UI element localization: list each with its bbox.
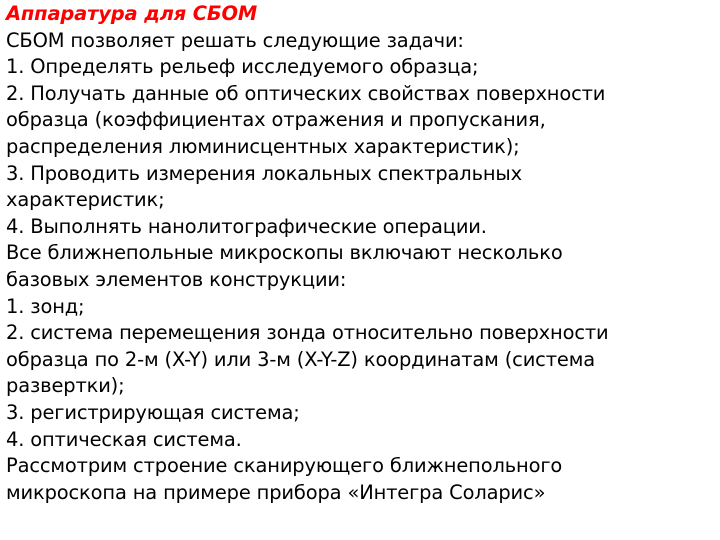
task-2-line-cont: распределения люминисцентных характеристик); xyxy=(6,134,520,158)
body-text xyxy=(6,28,714,507)
intro-line: СБОМ позволяет решать следующие задачи: xyxy=(6,28,464,52)
component-2-line-cont: образца по 2-м (X-Y) или 3-м (X-Y-Z) координатам (система xyxy=(6,347,595,371)
task-1-line: 1. Определять рельеф исследуемого образца; xyxy=(6,55,479,79)
task-2-line: 2. Получать данные об оптических свойствах поверхности xyxy=(6,81,606,105)
component-2-line-cont: развертки); xyxy=(6,374,125,398)
component-4-line: 4. оптическая система. xyxy=(6,427,242,451)
task-2-line-cont: образца (коэффициентах отражения и пропускания, xyxy=(6,108,546,132)
task-3-line: 3. Проводить измерения локальных спектральных xyxy=(6,161,522,185)
component-3-line: 3. регистрирующая система; xyxy=(6,400,300,424)
component-1-line: 1. зонд; xyxy=(6,294,85,318)
slide-title: Аппаратура для СБОМ xyxy=(6,2,258,25)
components-intro-line: Все ближнепольные микроскопы включают несколько xyxy=(6,241,563,265)
task-4-line: 4. Выполнять нанолитографические операции. xyxy=(6,214,487,238)
conclusion-line: Рассмотрим строение сканирующего ближнепольного xyxy=(6,454,563,478)
component-2-line: 2. система перемещения зонда относительно поверхности xyxy=(6,321,609,345)
task-3-line-cont: характеристик; xyxy=(6,188,165,212)
conclusion-line-cont: микроскопа на примере прибора «Интегра Соларис» xyxy=(6,480,546,504)
components-intro-line-cont: базовых элементов конструкции: xyxy=(6,267,347,291)
